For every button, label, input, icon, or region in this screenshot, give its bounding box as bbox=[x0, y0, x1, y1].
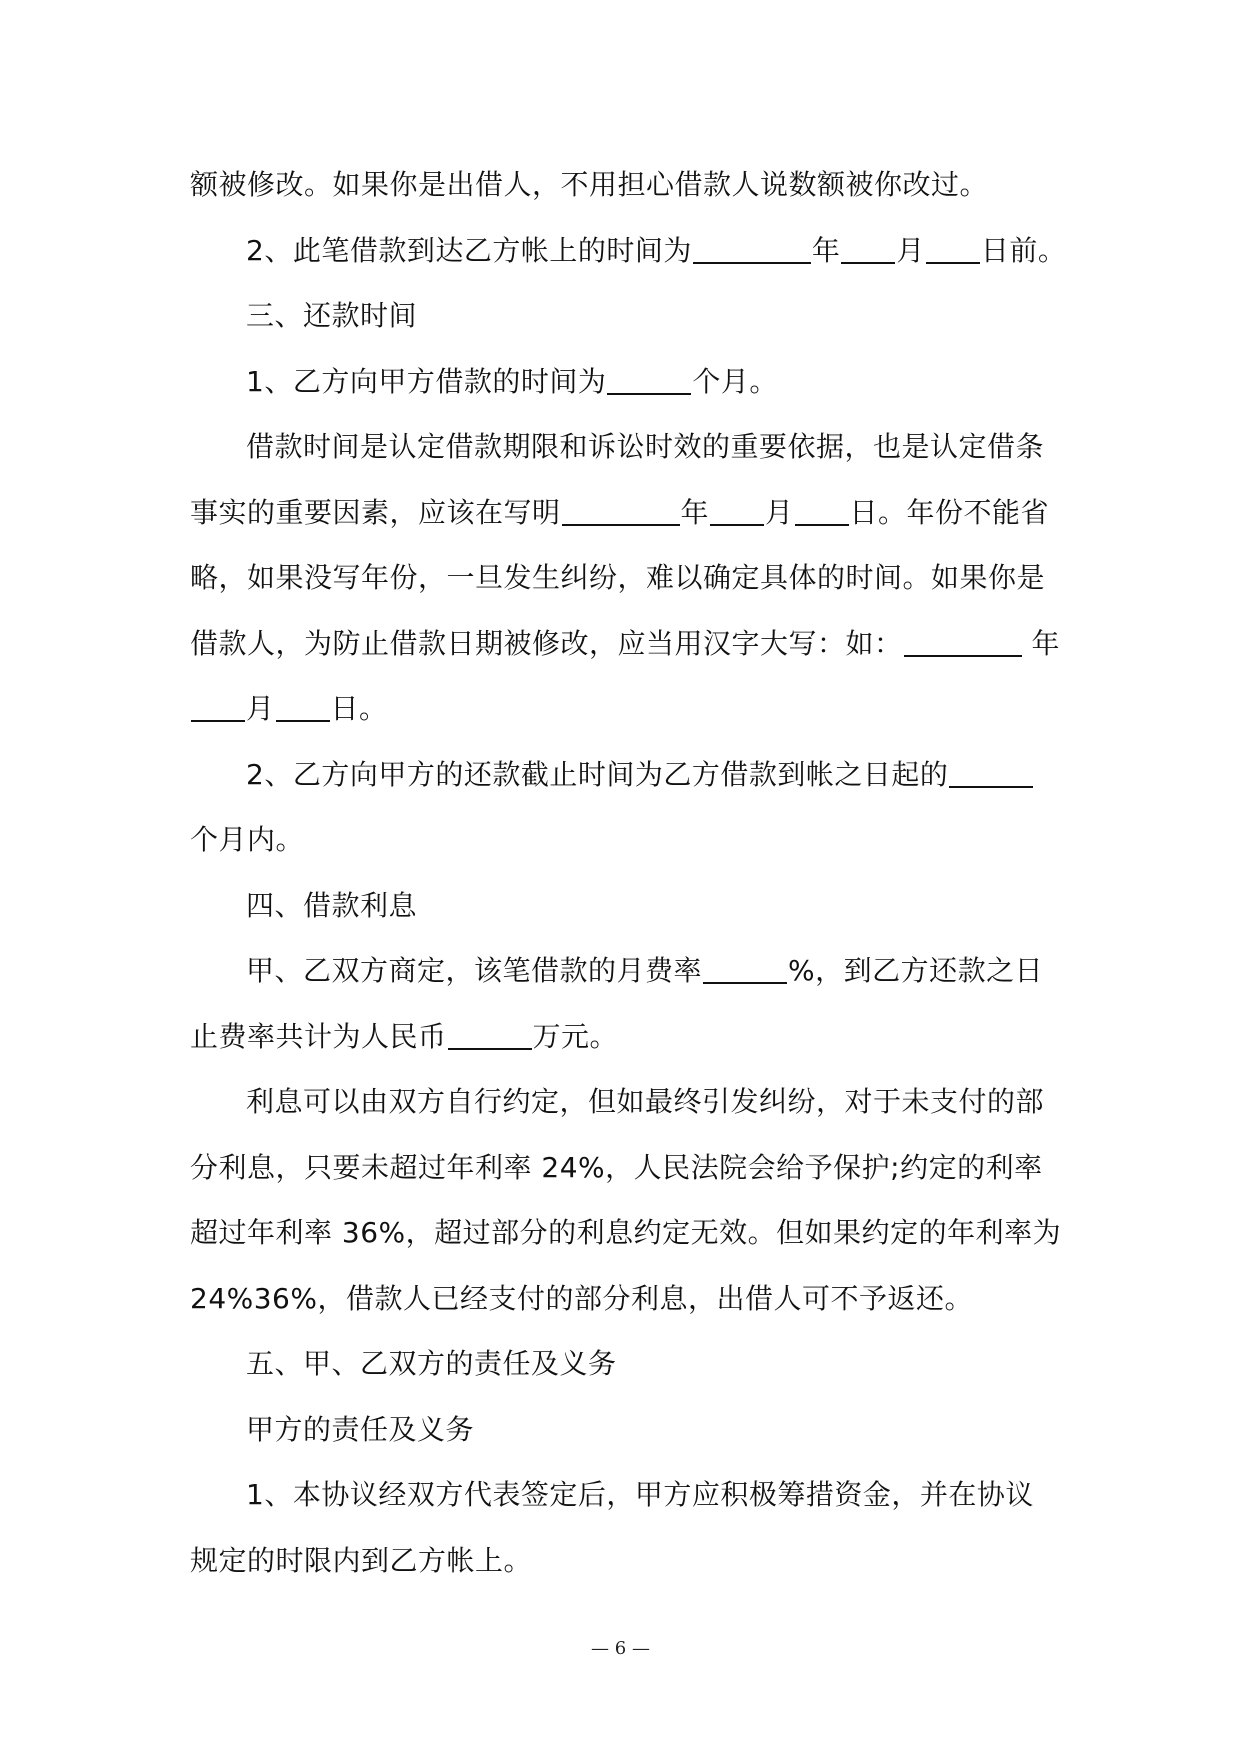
text-segment: 日。 bbox=[330, 692, 388, 725]
paragraph-line bbox=[190, 1135, 1060, 1201]
fill-in-blank[interactable] bbox=[904, 625, 1022, 657]
text-segment: 超过年利率 36%，超过部分的利息约定无效。但如果约定的年利率为 bbox=[190, 1216, 1062, 1249]
paragraph-line bbox=[190, 349, 1060, 415]
paragraph-line bbox=[190, 1004, 1060, 1070]
page-number: — 6 — bbox=[591, 1638, 650, 1659]
text-segment: 日。年份不能省 bbox=[849, 495, 1050, 529]
text-segment: 五、甲、乙双方的责任及义务 bbox=[246, 1347, 617, 1380]
paragraph-line bbox=[190, 218, 1067, 284]
text-segment: 2、乙方向甲方的还款截止时间为乙方借款到帐之日起的 bbox=[246, 757, 949, 791]
fill-in-blank[interactable] bbox=[276, 690, 330, 722]
paragraph-line bbox=[190, 676, 1060, 742]
text-segment: 日前。 bbox=[980, 233, 1067, 267]
text-segment: 四、借款利息 bbox=[246, 888, 418, 922]
text-segment: 万元。 bbox=[532, 1019, 619, 1053]
fill-in-blank[interactable] bbox=[607, 363, 691, 395]
text-segment: 甲方的责任及义务 bbox=[246, 1412, 475, 1446]
text-segment: 24%36%，借款人已经支付的部分利息，出借人可不予返还。 bbox=[190, 1281, 973, 1315]
text-segment: 止费率共计为人民币 bbox=[190, 1019, 447, 1053]
text-segment: 个月内。 bbox=[190, 823, 305, 856]
fill-in-blank[interactable] bbox=[710, 494, 764, 526]
fill-in-blank[interactable] bbox=[562, 494, 680, 526]
paragraph-line bbox=[190, 545, 1060, 611]
fill-in-blank[interactable] bbox=[795, 494, 849, 526]
fill-in-blank[interactable] bbox=[703, 952, 787, 984]
paragraph-line bbox=[190, 1528, 1060, 1594]
fill-in-blank[interactable] bbox=[841, 232, 895, 264]
paragraph-line bbox=[190, 611, 1060, 677]
text-segment: 月 bbox=[896, 233, 925, 267]
fill-in-blank[interactable] bbox=[949, 756, 1033, 788]
fill-in-blank[interactable] bbox=[448, 1018, 532, 1050]
paragraph-line bbox=[190, 480, 1060, 546]
text-segment: 个月。 bbox=[692, 364, 778, 398]
text-segment: 借款时间是认定借款期限和诉讼时效的重要依据，也是认定借条 bbox=[246, 430, 1045, 463]
fill-in-blank[interactable] bbox=[926, 232, 980, 264]
text-segment: 利息可以由双方自行约定，但如最终引发纠纷，对于未支付的部 bbox=[246, 1085, 1045, 1118]
text-segment: 年 bbox=[1031, 626, 1060, 660]
text-segment: 年 bbox=[811, 233, 841, 267]
paragraph-line bbox=[190, 1200, 1060, 1266]
text-segment: 事实的重要因素，应该在写明 bbox=[190, 495, 561, 529]
text-segment: 规定的时限内到乙方帐上。 bbox=[190, 1543, 533, 1577]
subsection-heading bbox=[190, 1397, 1060, 1463]
section-heading bbox=[190, 1331, 1060, 1397]
text-segment: %，到乙方还款之日 bbox=[788, 954, 1044, 987]
text-segment: 月 bbox=[246, 692, 275, 725]
text-segment: 分利息，只要未超过年利率 24%，人民法院会给予保护;约定的利率 bbox=[190, 1150, 1043, 1184]
text-segment: 借款人，为防止借款日期被修改，应当用汉字大写：如： bbox=[190, 626, 903, 660]
text-segment: 三、还款时间 bbox=[246, 299, 418, 332]
section-heading bbox=[190, 283, 1060, 349]
text-segment: 月 bbox=[765, 495, 794, 529]
text-segment: 1、本协议经双方代表签定后，甲方应积极筹措资金，并在协议 bbox=[246, 1478, 1034, 1511]
document-body bbox=[190, 152, 1067, 1593]
paragraph-line bbox=[190, 807, 1060, 873]
paragraph-line bbox=[190, 152, 1060, 218]
text-segment bbox=[190, 611, 1023, 677]
paragraph-line bbox=[190, 1069, 1060, 1135]
text-segment: 2、此笔借款到达乙方帐上的时间为 bbox=[246, 233, 692, 267]
fill-in-blank[interactable] bbox=[693, 232, 811, 264]
paragraph-line bbox=[190, 1462, 1060, 1528]
section-heading bbox=[190, 873, 1060, 939]
paragraph-line bbox=[190, 414, 1060, 480]
paragraph-line bbox=[190, 742, 1060, 808]
paragraph-line bbox=[190, 938, 1060, 1004]
text-segment: 略，如果没写年份，一旦发生纠纷，难以确定具体的时间。如果你是 bbox=[190, 561, 1046, 594]
paragraph-line bbox=[190, 1266, 1060, 1332]
fill-in-blank[interactable] bbox=[191, 690, 245, 722]
text-segment: 年 bbox=[680, 495, 710, 529]
text-segment: 甲、乙双方商定，该笔借款的月费率 bbox=[246, 954, 703, 987]
text-segment: 额被修改。如果你是出借人，不用担心借款人说数额被你改过。 bbox=[190, 168, 989, 201]
text-segment: 1、乙方向甲方借款的时间为 bbox=[246, 364, 607, 398]
